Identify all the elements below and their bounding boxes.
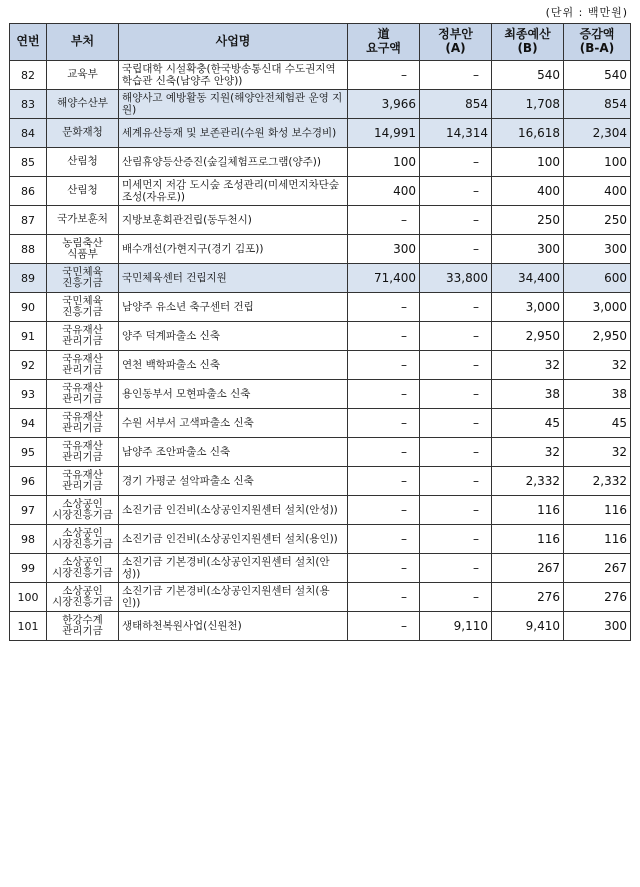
row-final: 267 — [492, 554, 564, 583]
row-request: – — [348, 525, 420, 554]
table-row — [10, 583, 631, 612]
row-dept: 국유재산 관리기금 — [47, 467, 119, 496]
table-row — [10, 409, 631, 438]
row-request: – — [348, 206, 420, 235]
row-diff: 400 — [564, 177, 631, 206]
row-diff: 267 — [564, 554, 631, 583]
table-row — [10, 322, 631, 351]
row-dept: 국민체육 진흥기금 — [47, 264, 119, 293]
row-request: – — [348, 438, 420, 467]
row-project: 연천 백학파출소 신축 — [119, 351, 348, 380]
row-govt: – — [420, 467, 492, 496]
table-row — [10, 467, 631, 496]
row-govt: – — [420, 148, 492, 177]
row-request: – — [348, 554, 420, 583]
table-row — [10, 438, 631, 467]
row-dept: 국민체육 진흥기금 — [47, 293, 119, 322]
row-diff: 300 — [564, 612, 631, 641]
row-request: – — [348, 583, 420, 612]
row-final: 3,000 — [492, 293, 564, 322]
row-dept: 한강수계 관리기금 — [47, 612, 119, 641]
row-dept: 국유재산 관리기금 — [47, 322, 119, 351]
row-no: 90 — [10, 293, 47, 322]
row-govt: – — [420, 496, 492, 525]
row-request: – — [348, 467, 420, 496]
row-project: 소진기금 기본경비(소상공인지원센터 설치(안성)) — [119, 554, 348, 583]
col-header-diff: 증감액 (B-A) — [564, 24, 631, 61]
row-project: 국립대학 시설확충(한국방송통신대 수도권지역 학습관 신축(남양주 안양)) — [119, 61, 348, 90]
row-request: – — [348, 496, 420, 525]
row-final: 540 — [492, 61, 564, 90]
row-dept: 해양수산부 — [47, 90, 119, 119]
row-final: 250 — [492, 206, 564, 235]
row-final: 16,618 — [492, 119, 564, 148]
row-no: 100 — [10, 583, 47, 612]
row-project: 소진기금 기본경비(소상공인지원센터 설치(용인)) — [119, 583, 348, 612]
row-dept: 농림축산 식품부 — [47, 235, 119, 264]
row-dept: 국유재산 관리기금 — [47, 351, 119, 380]
row-govt: – — [420, 409, 492, 438]
row-dept: 교육부 — [47, 61, 119, 90]
row-project: 지방보훈회관건립(동두천시) — [119, 206, 348, 235]
row-no: 89 — [10, 264, 47, 293]
table-row — [10, 61, 631, 90]
row-govt: – — [420, 206, 492, 235]
row-dept: 소상공인 시장진흥기금 — [47, 525, 119, 554]
row-request: – — [348, 351, 420, 380]
table-row — [10, 554, 631, 583]
row-diff: 32 — [564, 438, 631, 467]
row-diff: 3,000 — [564, 293, 631, 322]
row-final: 34,400 — [492, 264, 564, 293]
row-diff: 540 — [564, 61, 631, 90]
row-govt: – — [420, 554, 492, 583]
table-row — [10, 293, 631, 322]
row-final: 32 — [492, 438, 564, 467]
table-row — [10, 496, 631, 525]
row-request: 3,966 — [348, 90, 420, 119]
row-dept: 국유재산 관리기금 — [47, 438, 119, 467]
table-row — [10, 148, 631, 177]
row-diff: 2,304 — [564, 119, 631, 148]
row-project: 경기 가평군 설악파출소 신축 — [119, 467, 348, 496]
row-govt: 33,800 — [420, 264, 492, 293]
row-request: 100 — [348, 148, 420, 177]
row-no: 88 — [10, 235, 47, 264]
row-govt: 854 — [420, 90, 492, 119]
row-no: 92 — [10, 351, 47, 380]
row-no: 84 — [10, 119, 47, 148]
row-final: 2,950 — [492, 322, 564, 351]
col-header-dept: 부처 — [47, 24, 119, 61]
table-row — [10, 235, 631, 264]
row-final: 100 — [492, 148, 564, 177]
row-dept: 소상공인 시장진흥기금 — [47, 496, 119, 525]
row-final: 9,410 — [492, 612, 564, 641]
row-no: 94 — [10, 409, 47, 438]
table-row — [10, 119, 631, 148]
row-diff: 32 — [564, 351, 631, 380]
row-no: 82 — [10, 61, 47, 90]
row-no: 83 — [10, 90, 47, 119]
table-row — [10, 177, 631, 206]
row-final: 400 — [492, 177, 564, 206]
table-row — [10, 351, 631, 380]
table-row — [10, 206, 631, 235]
row-request: – — [348, 612, 420, 641]
row-request: 14,991 — [348, 119, 420, 148]
row-govt: – — [420, 351, 492, 380]
budget-table — [9, 23, 631, 641]
table-row — [10, 90, 631, 119]
row-dept: 국유재산 관리기금 — [47, 409, 119, 438]
row-request: 400 — [348, 177, 420, 206]
table-row — [10, 380, 631, 409]
row-diff: 116 — [564, 496, 631, 525]
row-project: 해양사고 예방활동 지원(해양안전체험관 운영 지원) — [119, 90, 348, 119]
row-govt: – — [420, 235, 492, 264]
row-no: 87 — [10, 206, 47, 235]
row-dept: 국가보훈처 — [47, 206, 119, 235]
row-request: 71,400 — [348, 264, 420, 293]
row-dept: 국유재산 관리기금 — [47, 380, 119, 409]
row-request: – — [348, 293, 420, 322]
row-govt: – — [420, 525, 492, 554]
table-row — [10, 525, 631, 554]
row-request: – — [348, 322, 420, 351]
row-final: 300 — [492, 235, 564, 264]
row-diff: 250 — [564, 206, 631, 235]
row-project: 수원 서부서 고색파출소 신축 — [119, 409, 348, 438]
row-diff: 2,950 — [564, 322, 631, 351]
row-govt: – — [420, 438, 492, 467]
col-header-final: 최종예산 (B) — [492, 24, 564, 61]
row-no: 99 — [10, 554, 47, 583]
row-diff: 854 — [564, 90, 631, 119]
table-body — [10, 61, 631, 641]
row-govt: – — [420, 177, 492, 206]
row-govt: – — [420, 61, 492, 90]
row-project: 산림휴양등산증진(숲길체험프로그램(양주)) — [119, 148, 348, 177]
row-project: 양주 덕계파출소 신축 — [119, 322, 348, 351]
row-final: 2,332 — [492, 467, 564, 496]
row-no: 101 — [10, 612, 47, 641]
col-header-project: 사업명 — [119, 24, 348, 61]
row-diff: 100 — [564, 148, 631, 177]
row-project: 세계유산등재 및 보존관리(수원 화성 보수경비) — [119, 119, 348, 148]
row-diff: 276 — [564, 583, 631, 612]
row-diff: 300 — [564, 235, 631, 264]
row-govt: – — [420, 380, 492, 409]
row-request: 300 — [348, 235, 420, 264]
row-no: 97 — [10, 496, 47, 525]
row-project: 국민체육센터 건립지원 — [119, 264, 348, 293]
row-dept: 소상공인 시장진흥기금 — [47, 554, 119, 583]
row-request: – — [348, 380, 420, 409]
row-project: 남양주 유소년 축구센터 건립 — [119, 293, 348, 322]
row-dept: 소상공인 시장진흥기금 — [47, 583, 119, 612]
row-govt: – — [420, 322, 492, 351]
row-diff: 116 — [564, 525, 631, 554]
row-diff: 2,332 — [564, 467, 631, 496]
col-header-govt: 정부안 (A) — [420, 24, 492, 61]
row-diff: 45 — [564, 409, 631, 438]
row-diff: 38 — [564, 380, 631, 409]
row-govt: – — [420, 583, 492, 612]
row-diff: 600 — [564, 264, 631, 293]
row-project: 배수개선(가현지구(경기 김포)) — [119, 235, 348, 264]
col-header-request: 道 요구액 — [348, 24, 420, 61]
row-final: 45 — [492, 409, 564, 438]
row-no: 86 — [10, 177, 47, 206]
row-no: 98 — [10, 525, 47, 554]
row-govt: – — [420, 293, 492, 322]
row-govt: 14,314 — [420, 119, 492, 148]
row-govt: 9,110 — [420, 612, 492, 641]
row-no: 96 — [10, 467, 47, 496]
row-dept: 산림청 — [47, 148, 119, 177]
row-project: 소진기금 인건비(소상공인지원센터 설치(용인)) — [119, 525, 348, 554]
row-final: 276 — [492, 583, 564, 612]
row-project: 남양주 조안파출소 신축 — [119, 438, 348, 467]
row-project: 소진기금 인건비(소상공인지원센터 설치(안성)) — [119, 496, 348, 525]
row-final: 116 — [492, 496, 564, 525]
unit-label: (단위 : 백만원) — [545, 6, 628, 19]
row-project: 용인동부서 모현파출소 신축 — [119, 380, 348, 409]
row-final: 32 — [492, 351, 564, 380]
table-header-row — [10, 24, 631, 61]
table-row — [10, 264, 631, 293]
row-no: 95 — [10, 438, 47, 467]
table-row — [10, 612, 631, 641]
row-request: – — [348, 409, 420, 438]
row-final: 38 — [492, 380, 564, 409]
row-final: 116 — [492, 525, 564, 554]
row-dept: 문화재청 — [47, 119, 119, 148]
row-no: 93 — [10, 380, 47, 409]
row-no: 85 — [10, 148, 47, 177]
row-no: 91 — [10, 322, 47, 351]
col-header-no: 연번 — [10, 24, 47, 61]
row-dept: 산림청 — [47, 177, 119, 206]
row-request: – — [348, 61, 420, 90]
row-project: 미세먼지 저감 도시숲 조성관리(미세먼지차단숲 조성(자유로)) — [119, 177, 348, 206]
row-final: 1,708 — [492, 90, 564, 119]
row-project: 생태하천복원사업(신원천) — [119, 612, 348, 641]
